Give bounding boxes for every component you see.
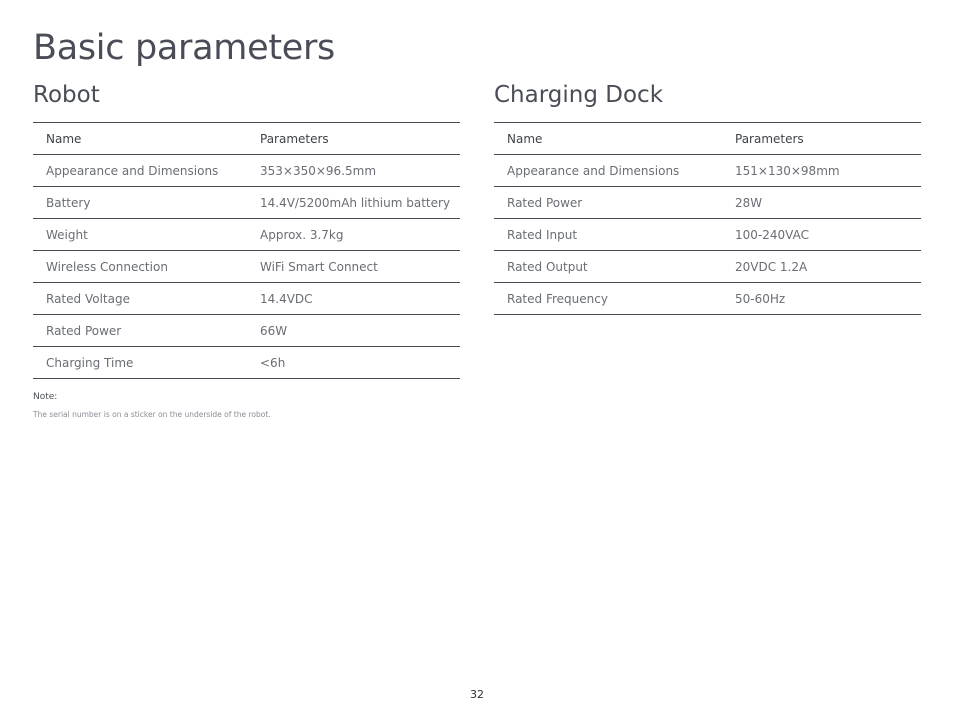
parameter-name: Rated Voltage [33,283,247,315]
parameter-name: Rated Power [33,315,247,347]
parameter-name: Appearance and Dimensions [33,155,247,187]
parameter-name: Wireless Connection [33,251,247,283]
parameter-value: Approx. 3.7kg [247,219,460,251]
parameter-value: <6h [247,347,460,379]
column-header-name: Name [494,123,722,155]
parameter-value: 50-60Hz [722,283,921,315]
parameter-name: Weight [33,219,247,251]
robot-section [33,82,460,379]
page-title: Basic parameters [33,28,335,68]
charging-dock-section-title: Charging Dock [494,82,664,108]
parameter-value: 66W [247,315,460,347]
table-row [494,251,921,283]
parameter-name: Charging Time [33,347,247,379]
table-row [33,347,460,379]
parameter-value: 353×350×96.5mm [247,155,460,187]
parameter-value: WiFi Smart Connect [247,251,460,283]
parameter-value: 100-240VAC [722,219,921,251]
robot-parameters-table [33,122,460,379]
column-header-parameters: Parameters [247,123,460,155]
table-header-row [494,123,921,155]
parameter-name: Rated Input [494,219,722,251]
charging-dock-section [494,82,921,315]
table-row [33,219,460,251]
note-text: The serial number is on a sticker on the underside of the robot. [33,410,271,419]
table-row [494,219,921,251]
charging-dock-parameters-table [494,122,921,315]
robot-section-title: Robot [33,82,100,108]
table-row [33,187,460,219]
note-label: Note: [33,392,58,402]
table-row [33,283,460,315]
page-number: 32 [470,688,484,701]
parameter-value: 20VDC 1.2A [722,251,921,283]
table-row [494,155,921,187]
table-row [33,155,460,187]
parameter-name: Rated Frequency [494,283,722,315]
parameter-value: 28W [722,187,921,219]
table-row [494,187,921,219]
table-header-row [33,123,460,155]
parameter-value: 151×130×98mm [722,155,921,187]
table-row [33,315,460,347]
table-row [33,251,460,283]
parameter-value: 14.4VDC [247,283,460,315]
parameter-name: Rated Power [494,187,722,219]
parameter-value: 14.4V/5200mAh lithium battery [247,187,460,219]
table-row [494,283,921,315]
column-header-parameters: Parameters [722,123,921,155]
parameter-name: Rated Output [494,251,722,283]
parameter-name: Battery [33,187,247,219]
column-header-name: Name [33,123,247,155]
parameter-name: Appearance and Dimensions [494,155,722,187]
